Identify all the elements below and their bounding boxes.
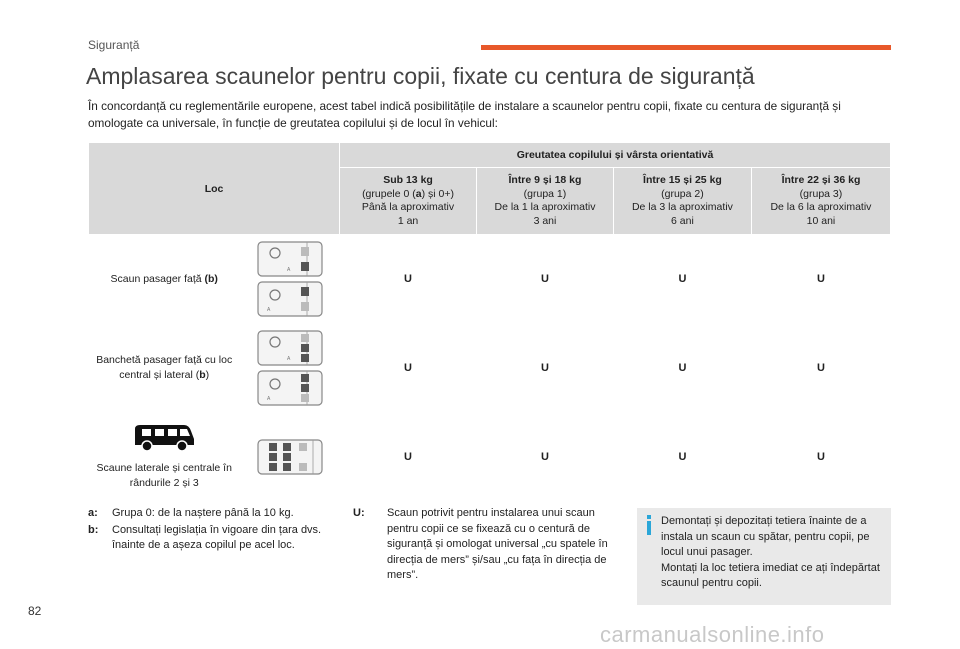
seat-diagram	[240, 413, 340, 502]
group-age: De la 1 la aproximativ	[494, 201, 596, 213]
value-cell: U	[477, 235, 614, 324]
footnote-key: U:	[353, 507, 365, 519]
value-cell: U	[751, 235, 890, 324]
child-seat-table	[88, 142, 891, 502]
group-weight: Între 22 și 36 kg	[781, 174, 861, 186]
group-age-value: 10 ani	[806, 214, 836, 227]
group-age: De la 6 la aproximativ	[770, 201, 872, 213]
group-header-3	[751, 168, 890, 235]
group-header-0	[340, 168, 477, 235]
value-cell: U	[613, 324, 751, 413]
value-cell: U	[340, 413, 477, 502]
seat-label-text: Scaune laterale și centrale în rândurile 2 și 3	[96, 462, 232, 489]
footnotes-left	[88, 506, 343, 555]
footnote-text: Scaun potrivit pentru instalarea unui scaun pentru copii ce se fixează cu o centură de siguranță și omologat universal „cu spatele în direcția de mers” și/sau „cu fața în direcția de mers”.	[387, 507, 608, 581]
group-header-2	[613, 168, 751, 235]
footnote-text: Grupa 0: de la naștere până la 10 kg.	[112, 507, 294, 519]
value-cell: U	[613, 413, 751, 502]
group-age-value: 1 an	[397, 214, 419, 227]
car-top-view-icon	[257, 241, 323, 277]
info-text: Montați la loc tetiera imediat ce ați îndepărtat scaunul pentru copii.	[661, 561, 880, 589]
seat-label	[89, 413, 240, 502]
seat-diagram	[240, 235, 340, 324]
car-top-view-icon	[257, 330, 323, 366]
info-text: Demontați și depozitați tetiera înainte de a instala un scaun cu spătar, pentru copii, pe locul unui pasager.	[661, 515, 870, 558]
group-header-1	[477, 168, 614, 235]
info-icon	[645, 515, 653, 535]
footnote-text: Consultați legislația în vigoare din țara dvs. înainte de a așeza copilul pe acel loc.	[112, 523, 322, 551]
footnote-a	[88, 506, 343, 522]
value-cell: U	[477, 413, 614, 502]
svg-text:A: A	[286, 267, 291, 273]
seat-label-text: )	[205, 369, 210, 381]
group-weight: Între 9 și 18 kg	[508, 174, 582, 186]
car-top-view-icon	[257, 370, 323, 406]
car-top-view-icon	[257, 439, 323, 475]
loc-header: Loc	[89, 143, 340, 235]
seat-label-bold: b	[199, 369, 206, 381]
table-row	[89, 324, 891, 413]
seat-label	[89, 324, 240, 413]
value-cell: U	[751, 324, 890, 413]
seat-label-text: Banchetă pasager față cu loc central și lateral (	[96, 354, 233, 381]
van-icon	[132, 423, 196, 453]
footnotes-middle	[353, 506, 618, 585]
group-age-value: 6 ani	[671, 214, 694, 227]
seat-label	[89, 235, 240, 324]
accent-bar	[481, 45, 891, 50]
footnote-key: b:	[88, 523, 99, 536]
svg-text:A: A	[266, 396, 271, 402]
info-box	[637, 508, 891, 605]
group-age: Până la aproximativ	[361, 201, 455, 213]
seat-label-bold: (b)	[204, 272, 218, 285]
seat-label-text: Scaun pasager față	[110, 272, 205, 285]
car-top-view-icon	[257, 281, 323, 317]
weight-header: Greutatea copilului și vârsta orientativă	[340, 143, 891, 168]
group-age: De la 3 la aproximativ	[631, 201, 733, 213]
value-cell: U	[751, 413, 890, 502]
group-line: (grupa 1)	[523, 187, 567, 200]
svg-text:A: A	[266, 307, 271, 313]
footnote-key: a:	[88, 507, 98, 519]
group-line: (grupa 3)	[799, 187, 843, 200]
section-label: Siguranță	[88, 38, 140, 52]
svg-text:A: A	[286, 356, 291, 362]
group-line-bold: a	[415, 187, 422, 200]
footnote-u	[353, 506, 618, 584]
group-line: ) și 0+)	[421, 187, 454, 200]
group-line: (grupele 0 (	[362, 187, 416, 200]
page-number: 82	[28, 604, 42, 618]
group-age-value: 3 ani	[533, 214, 557, 227]
value-cell: U	[477, 324, 614, 413]
table-row	[89, 235, 891, 324]
footnote-b	[88, 523, 343, 554]
group-weight: Sub 13 kg	[383, 174, 433, 186]
group-weight: Între 15 și 25 kg	[643, 174, 722, 186]
group-line: (grupa 2)	[661, 187, 704, 200]
value-cell: U	[340, 324, 477, 413]
table-row	[89, 413, 891, 502]
value-cell: U	[340, 235, 477, 324]
watermark: carmanualsonline.info	[600, 622, 825, 647]
intro-paragraph: În concordanță cu reglementările europene, acest tabel indică posibilitățile de instalare a scaunelor pentru copii, fixate cu centura de siguranță și omologate ca universale, în funcție de greutatea copilului și de locul în vehicul:	[88, 99, 841, 130]
page-title: Amplasarea scaunelor pentru copii, fixate cu centura de siguranță	[86, 63, 755, 89]
seat-diagram	[240, 324, 340, 413]
value-cell: U	[613, 235, 751, 324]
